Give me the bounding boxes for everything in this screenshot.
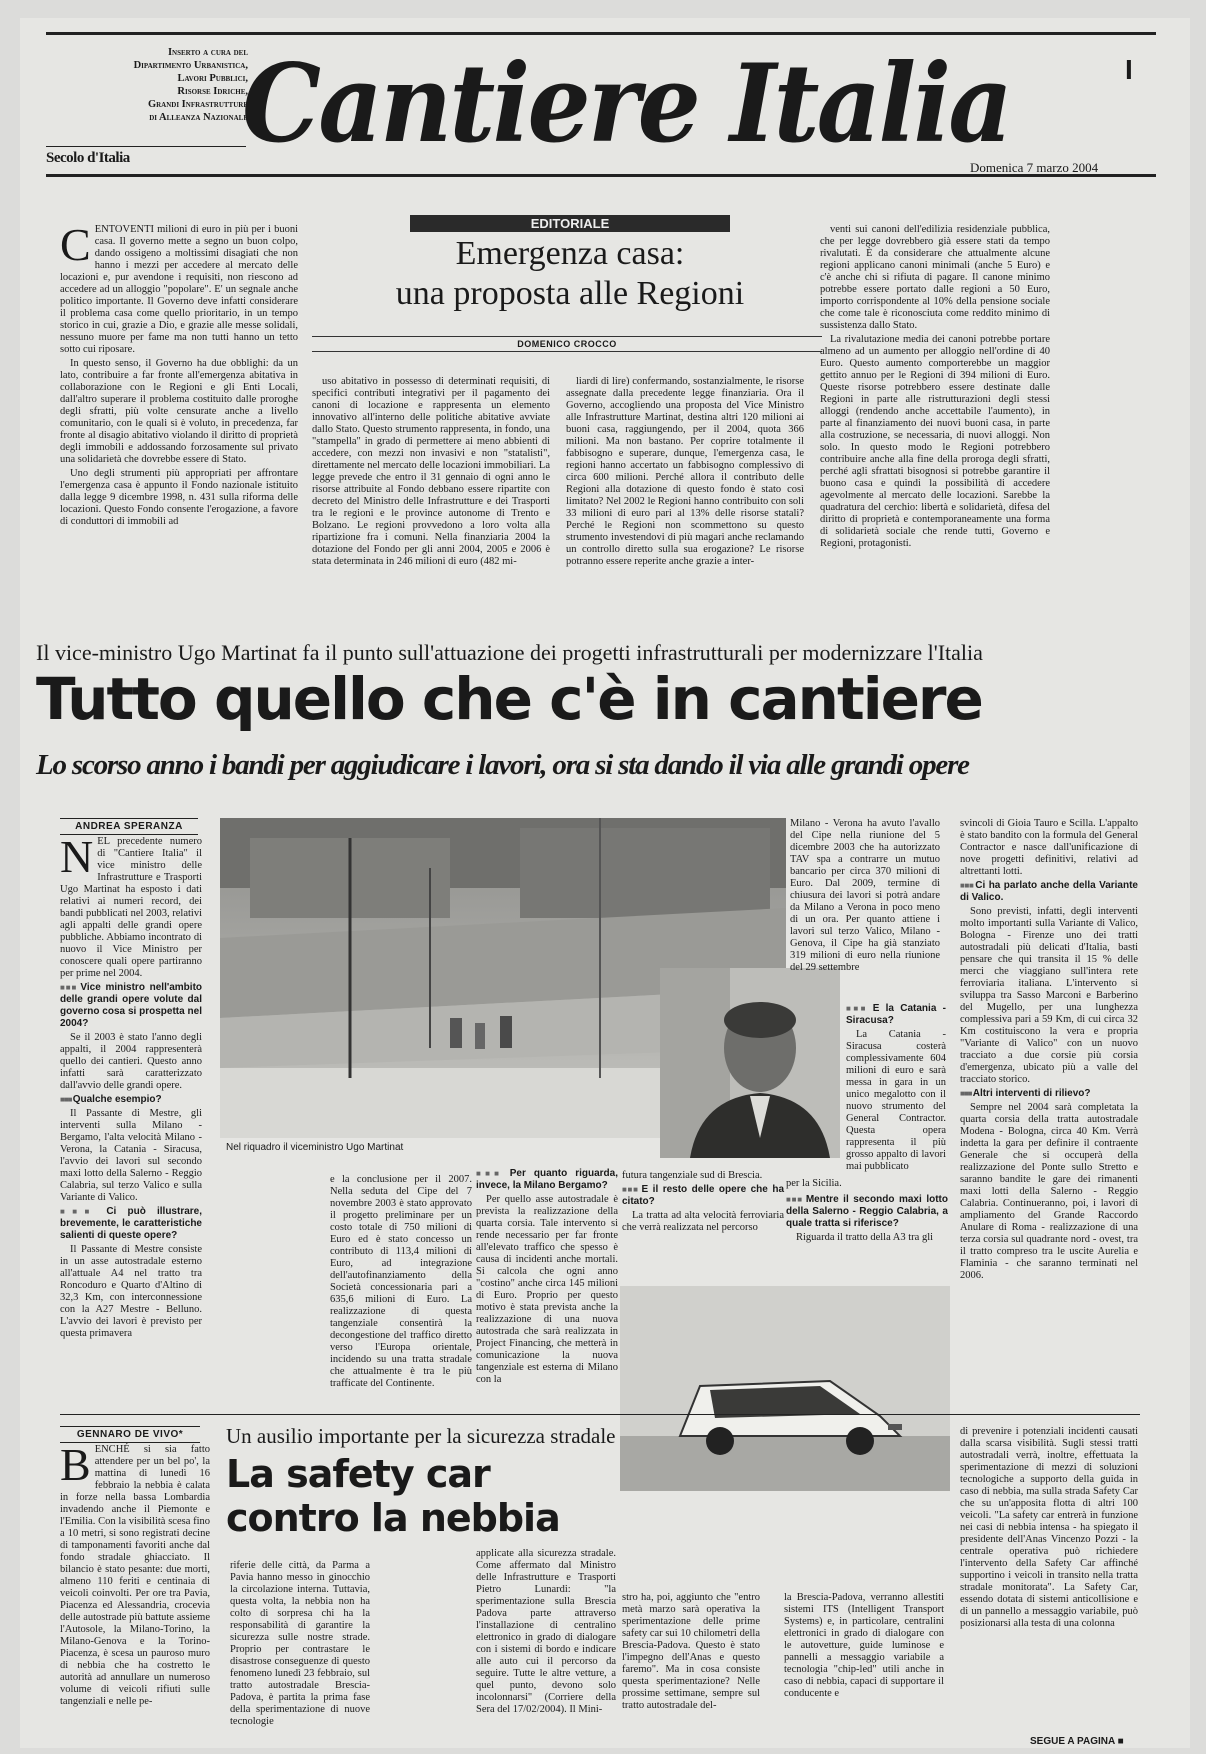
editorial-col3	[566, 376, 804, 634]
portrait-photo-martinat	[660, 968, 840, 1158]
insert-line: Inserto a cura del	[167, 47, 248, 58]
editorial-col2	[312, 376, 550, 634]
insert-rule	[46, 146, 246, 147]
interview-answer: Il Passante di Mestre, gli interventi sulla Milano - Bergamo, l'alta velocità Milano - Verona, la Catania - Siracusa, l'avvio dei lavori sul secondo maxi lotto della Salerno - Reggio Calabria, sul terzo Valico e sulla Variante di Valico.	[60, 1108, 202, 1203]
interview-answer: Sono previsti, infatti, degli interventi molto importanti sulla Variante di Valico, Bologna - Firenze uno dei tratti autostradali più delicati d'Italia, basti pensare che qui transita il 15 % delle merci che viaggiano sull'intera rete ferroviaria italiana. L'intervento si sviluppa tra Sasso Marconi e Barberino del Mugello, per una lunghezza complessiva pari a 59 Km, di cui circa 32 Km costituiscono la vera e propria "Variante di Valico" con un nuovo tracciato a due corsie più corsia d'emergenza, ubicato più a valle del tracciato storico.	[960, 906, 1138, 1085]
editorial-col4	[820, 224, 1050, 634]
main-col4	[622, 1170, 784, 1270]
safety-car-photo	[620, 1286, 950, 1491]
interview-answer: Sempre nel 2004 sarà completata la quarta corsia della tratta autostradale Modena - Bologna, circa 40 Km. Verrà indetta la gara per definire il contraente Generale che si occuperà della realizzazione del Ponte sullo Stretto e saranno bandite le gare dei rimanenti maxi lotti della Salerno - Reggio Calabria. Continueranno, poi, i lavori di ampliamento del Grande Raccordo Anulare di Roma - realizzazione di una terza corsia sul quadrante nord - ovest, tra il tratto compreso tra le uscite Aurelia e Flaminia - che saranno terminati nel 2006.	[960, 1102, 1138, 1281]
main-col5-bottom-left: per la Sicilia.	[786, 1178, 842, 1189]
editorial-label: EDITORIALE	[410, 215, 730, 232]
interview-answer: EL precedente numero di "Cantiere Italia" il vice ministro delle Infrastrutture e Trasporti Ugo Martinat ha esposto i dati relativi ai numeri record, dei bandi pubblicati nel 2003, relativi agli appalti delle grandi opere pubbliche. Abbiamo incontrato di nuovo il Vice Ministro per conoscere quali opere partiranno per prime nel 2004.	[60, 836, 203, 979]
safety-col6: di prevenire i potenziali incidenti causati dalla scarsa visibilità. Sugli stessi tratti autostradali verrà, inoltre, effettuata la sperimentazione di mezzi di soluzioni tecnologiche a supporto della guida in caso di nebbia, ma sulla strada Safety Car che su un'apposita flotta di altri 100 veicoli. "La safety car entrerà in funzione nei casi di nebbia intensa - ha spiegato il presidente dell'Anas Vincenzo Pozzi - la centrale operativa può richiedere l'intervento della Safety Car affinché supportino i veicoli in transito nella tratta stradale monitorata". La Safety Car, essendo dotata di sistemi anticollisione e di un pannello a messaggio variabile, può posizionarsi alla testa di una colonna	[960, 1426, 1138, 1629]
interview-answer: svincoli di Gioia Tauro e Scilla. L'appalto è stato bandito con la formula del General Contractor e nasce dall'unificazione di nove progetti definitivi, relativi ad altrettanti lotti.	[960, 818, 1138, 877]
interview-answer: Se il 2003 è stato l'anno degli appalti, il 2004 rappresenterà quello dei cantieri. Questo anno infatti sarà caratterizzato dall'avvio delle grandi opere.	[60, 1032, 202, 1091]
interview-answer: Per quello asse autostradale è prevista la realizzazione della quarta corsia. Tale intervento si rende necessario per far fronte all'elevato traffico che spesso è causa di incidenti anche mortali. Si calcola che ogni anno "costino" anche circa 145 milioni di Euro. Proprio per questo motivo è stata prevista anche la realizzazione di una nuova autostrada che sarà realizzata in Project Financing, che metterà in comunicazione la nuova tangenziale est esterna di Milano con la	[476, 1194, 618, 1385]
paragraph: liardi di lire) confermando, sostanzialmente, le risorse assegnate dalla precedente legge finanziaria. Ora il Governo, accogliendo una proposta del Vice Ministro alle Infrastrutture Martinat, destina altri 120 milioni ai buoni casa, raggiungendo, per il 2004, quota 366 milioni. Ma non bastano. Per coprire totalmente il fabbisogno e superare, dunque, l'emergenza casa, le regioni hanno accertato un fabbisogno complessivo di circa 600 milioni. Perché allora il contributo delle Regioni alla dotazione di questo fondo è stato così limitato? Nel 2002 le Regioni hanno contribuito con soli 33 milioni di euro pari al 13% delle risorse statali? Perché le Regioni non scommettono su questo strumento investendovi di più magari anche reclamando un controllo diretto sulla sua erogazione? Le risorse potranno essere reperite anche grazie a inter-	[566, 376, 804, 567]
interview-question: ■■■ Per quanto riguarda, invece, la Milano Bergamo?	[476, 1168, 618, 1192]
insert-line: Dipartimento Urbanistica,	[133, 60, 248, 71]
newspaper-page	[20, 18, 1190, 1748]
interview-answer: Riguarda il tratto della A3 tra gli	[796, 1232, 934, 1243]
paragraph: uso abitativo in possesso di determinati requisiti, di specifici contributi integrativi per il pagamento dei canoni di locazione e rappresenta un elemento innovativo all'interno delle politiche abitative avviate dallo Stato. Questo strumento rappresenta, in fondo, una "stampella" in grado di permettere ai meno abbienti di accedere, con mezzi non invasivi e non "statalisti", direttamente nel mercato delle locazioni immobiliari. La legge prevede che entro il 31 gennaio di ogni anno le risorse attribuite al Fondo debbano essere ripartite con decreto del Ministro delle Infrastrutture e dei Trasporti tra le regioni e le province autonome di Trento e Bolzano. Le regioni provvedono a loro volta alla ripartizione fra i comuni. Nella finanziaria 2004 la dotazione del Fondo per gli anni 2004, 2005 e 2006 è stata determinata in 246 milioni di euro (482 mi-	[312, 376, 550, 567]
editorial-title-line1: Emergenza casa:	[455, 235, 685, 272]
insert-line: di Alleanza Nazionale	[149, 112, 248, 123]
interview-answer: futura tangenziale sud di Brescia.	[622, 1170, 763, 1181]
continue-arrow-icon: ■	[1117, 1736, 1124, 1747]
main-headline: Tutto quello che c'è in cantiere	[36, 665, 982, 733]
paragraph: La rivalutazione media dei canoni potrebbe portare almeno ad un aumento per alloggio nell'ordine di 40 Euro. Questo aumento comporterebbe un maggior gettito annuo per le Regioni di 394 milioni di Euro. Queste risorse potrebbero essere destinate dalle Regioni in parte alle ristrutturazioni degli stessi alloggi (rendendo anche accettabile l'aumento), in parte al finanziamento dei nuovi buoni casa, in parte alla costruzione, se necessaria, di nuovi alloggi. Non solo. In questo modo le Regioni potrebbero contribuire anche alla fine della proroga degli sfratti, perché agli sfrattati bisognosi si potrebbe garantire il buono casa e quindi la possibilità di accedere agevolmente al mercato delle locazioni. Sarebbe la quadratura del cerchio: libertà e solidarietà, difesa del diritto di proprietà e contemporaneamente una forma di solidarietà sociale che rende tutti, Governo e Regioni, protagonisti.	[820, 334, 1050, 549]
interview-answer: Il Passante di Mestre consiste in un asse autostradale esterno all'attuale A4 nel tratto tra Roncoduro e Quarto d'Altino di 32,3 Km, con interconnessione con la A27 Mestre - Belluno. L'avvio dei lavori è previsto per questa primavera	[60, 1244, 202, 1339]
paragraph: In questo senso, il Governo ha due obblighi: da un lato, contribuire a far fronte all'emergenza abitativa in collaborazione con le Regioni e gli Enti Locali, dall'altro superare il problema costituito dalle proroghe degli sfratti, più volte censurate anche a livello comunitario, con le quali si è voluto, in precedenza, far fronte al disagio abitativo violando il diritto di proprietà degli immobili e addossando forzosamente sul privato una solidarietà che dovrebbe essere di Stato.	[60, 358, 298, 465]
safety-col4: stro ha, poi, aggiunto che "entro metà marzo sarà operativa la sperimentazione delle prime safety car sui 10 chilometri della Brescia-Padova. Questo è stato l'impegno dell'Anas e questo faremo". Ma in cosa consiste questa sperimentazione? Nelle prossime settimane, sempre sul tratto autostradale del-	[622, 1592, 760, 1711]
paragraph: Uno degli strumenti più appropriati per affrontare l'emergenza casa è appunto il Fondo nazionale istituito dalla legge 9 dicembre 1998, n. 431 sulla riforma delle locazioni. Questo Fondo consente l'erogazione, a favore di conduttori di immobili ad	[60, 468, 298, 527]
interview-answer: La tratta ad alta velocità ferroviaria che verrà realizzata nel percorso	[622, 1210, 784, 1233]
editorial-dropcap: C	[60, 219, 91, 270]
editorial-col1	[60, 219, 298, 634]
main-col1	[60, 831, 203, 1339]
main-author: ANDREA SPERANZA	[60, 818, 198, 835]
safety-headline-line2: contro la nebbia	[226, 1496, 560, 1540]
insert-line: Grandi Infrastrutture	[147, 99, 248, 110]
interview-question: ■■■ Mentre il secondo maxi lotto della Salerno - Reggio Calabria, a quale tratta si riferisce?	[786, 1194, 948, 1230]
interview-question: ■■■ E la Catania - Siracusa?	[846, 1003, 946, 1027]
main-col2	[330, 1174, 472, 1404]
interview-question: ■■■ Qualche esempio?	[60, 1094, 202, 1106]
main-dropcap: N	[60, 831, 94, 882]
interview-question: ■■■ Ci può illustrare, brevemente, le caratteristiche salienti di queste opere?	[60, 1206, 202, 1242]
insert-line: Lavori Pubblici,	[177, 73, 248, 84]
safety-col1	[60, 1439, 210, 1740]
safety-col2: riferie delle città, da Parma a Pavia hanno messo in ginocchio la circolazione interna. Tuttavia, questa volta, la nebbia non ha colto di sorpresa chi ha la responsabilità di garantire la sicurezza sulle nostre strade. Proprio per contrastare le disastrose conseguenze di questo fenomeno lunedì 23 febbraio, sul tratto autostradale Brescia-Padova, è partita la prima fase della sperimentazione di nuove tecnologie	[230, 1560, 370, 1727]
safety-col3: applicate alla sicurezza stradale. Come affermato dal Ministro delle Infrastrutture e Trasporti Pietro Lunardi: "la sperimentazione sulla Brescia Padova parte attraverso l'installazione di centralino elettronico in grado di dialogare con i sistemi di bordo e indicare alle auto cui il percorso da seguire. Tutte le altre vetture, a quel punto, devono solo incolonnarsi" (Corriere della Sera del 17/02/2004). Il Mini-	[476, 1548, 616, 1715]
photo-caption: Nel riquadro il viceministro Ugo Martinat	[226, 1142, 404, 1153]
safety-col5: la Brescia-Padova, verranno allestiti sistemi ITS (Intelligent Transport Systems) e, in particolare, centralini elettronici in grado di dialogare con le autovetture, guide luminose e pannelli a messaggio variabile a tecnologia "chip-led" utili anche in caso di nebbia, capaci di supportare il conducente e	[784, 1592, 944, 1699]
paragraph: ENTOVENTI milioni di euro in più per i buoni casa. Il governo mette a segno un buon colpo, dando ossigeno a moltissimi disagiati che non hanno i mezzi per accedere al mercato delle locazioni e, pur avendone i requisiti, non riescono ad accedere ad un alloggio "popolare". E' un segnale anche politico importante. Il Governo deve infatti considerare il problema casa come quello prioritario, in un tempo storico in cui, grazie a Dio, e grazie alle messe solidali, nessuno muore per fame ma non tutti hanno un tetto sotto cui riposare.	[60, 224, 298, 355]
editorial-title-line2: una proposta alle Regioni	[395, 275, 745, 312]
masthead-title: Cantiere Italia	[242, 41, 1010, 167]
main-col3	[476, 1168, 618, 1404]
safety-headline-line1: La safety car	[226, 1452, 490, 1496]
page-number: I	[1125, 54, 1133, 85]
main-kicker: Il vice-ministro Ugo Martinat fa il punto sull'attuazione dei progetti infrastrutturali per modernizzare l'Italia	[36, 640, 983, 665]
top-rule	[46, 32, 1156, 35]
interview-answer: La Catania - Siracusa costerà complessivamente 604 milioni di euro e sarà messa in gara in un unico megalotto con il nuovo strumento del General Contractor. Questa opera rappresenta il più grosso appalto di lavori mai pubblicato	[846, 1029, 946, 1172]
interview-answer: e la conclusione per il 2007. Nella seduta del Cipe del 7 novembre 2003 è stato approvato il progetto preliminare per un costo totale di 750 milioni di Euro ed è stato concesso un contributo di 113,4 milioni di Euro, ad integrazione dell'autofinanziamento della Società concessionaria pari a 635,6 milioni di Euro. La realizzazione di questa tangenziale consentirà la decongestione del traffico diretto verso l'Europa orientale, incidendo su una tratta stradale che attualmente è tra le più trafficate del Continente.	[330, 1174, 472, 1389]
paragraph: venti sui canoni dell'edilizia residenziale pubblica, che per legge dovrebbero già essere stati da tempo rivalutati. È da considerare che attualmente alcune regioni applicano canoni minimali (anche 5 Euro) e c'è anche chi si rifiuta di pagare. Il canone minimo potrebbe essere portato dalle regioni a 50 Euro, importo corrispondente al 10% della pensione sociale che come tale è riconosciuta come reddito minimo di sussistenza dallo Stato.	[820, 224, 1050, 331]
editorial-author: DOMENICO CROCCO	[312, 336, 822, 352]
portrait-image	[660, 968, 840, 1158]
main-col6	[960, 818, 1138, 1418]
insert-line: Risorse Idriche,	[177, 86, 248, 97]
interview-question: ■■■ Altri interventi di rilievo?	[960, 1088, 1138, 1100]
car-image	[620, 1286, 950, 1491]
section-divider	[60, 1414, 1140, 1415]
continue-label[interactable]: SEGUE A PAGINA	[1030, 1736, 1115, 1747]
newspaper-name: Secolo d'Italia	[46, 150, 130, 166]
catania-section	[846, 1003, 946, 1183]
safety-dropcap: B	[60, 1439, 91, 1490]
main-col5-top: Milano - Verona ha avuto l'avallo del Cipe nella riunione del 5 dicembre 2003 che ha autorizzato TAV spa a contrarre un mutuo bancario per circa 370 milioni di Euro. Dal 2009, termine di chiusura dei lavori si potrà andare da Milano a Verona in poco meno di un ora. Per quanto attiene i lavori sul terzo Valico, Milano - Genova, il Cipe ha già stanziato 319 milioni di euro nella riunione del 29 settembre	[790, 818, 940, 973]
interview-question: ■■■ Vice ministro nell'ambito delle grandi opere volute dal governo cosa si prospetta nel 2004?	[60, 982, 202, 1030]
issue-date: Domenica 7 marzo 2004	[970, 160, 1099, 175]
continue-link[interactable]	[1030, 1736, 1124, 1747]
safety-col1-text: ENCHÉ si sia fatto attendere per un bel po', la mattina di lunedì 16 febbraio la nebbia è calata in forze nella bassa Lombardia invadendo anche il Piemonte e l'Emilia. Con la visibilità scesa fino a 10 metri, si sono registrati decine di tamponamenti favoriti anche dal fondo stradale ghiacciato. Il bilancio è stato pesante: due morti, almeno 110 feriti e centinaia di veicoli coinvolti. Per ore tra Pavia, Piacenza ed Alessandria, crocevia delle autostrade più battute assieme l'Autosole, la Milano-Torino, la Milano-Genova e la Torino-Piacenza, è scesa un pauroso muro di nebbia che ha costretto le autorità ad annullare un numeroso volume di veicoli rifiuti sulle tangenziali e nelle pe-	[60, 1444, 210, 1707]
safety-author: GENNARO DE VIVO*	[60, 1426, 200, 1443]
safety-kicker: Un ausilio importante per la sicurezza stradale	[226, 1424, 616, 1448]
interview-question: ■■■ E il resto delle opere che ha citato?	[622, 1184, 784, 1208]
main-subheadline: Lo scorso anno i bandi per aggiudicare i lavori, ora si sta dando il via alle grandi opere	[36, 749, 969, 781]
main-col5-bottom	[786, 1194, 948, 1254]
interview-question: ■■■ Ci ha parlato anche della Variante di Valico.	[960, 880, 1138, 904]
insert-credit	[48, 46, 248, 124]
